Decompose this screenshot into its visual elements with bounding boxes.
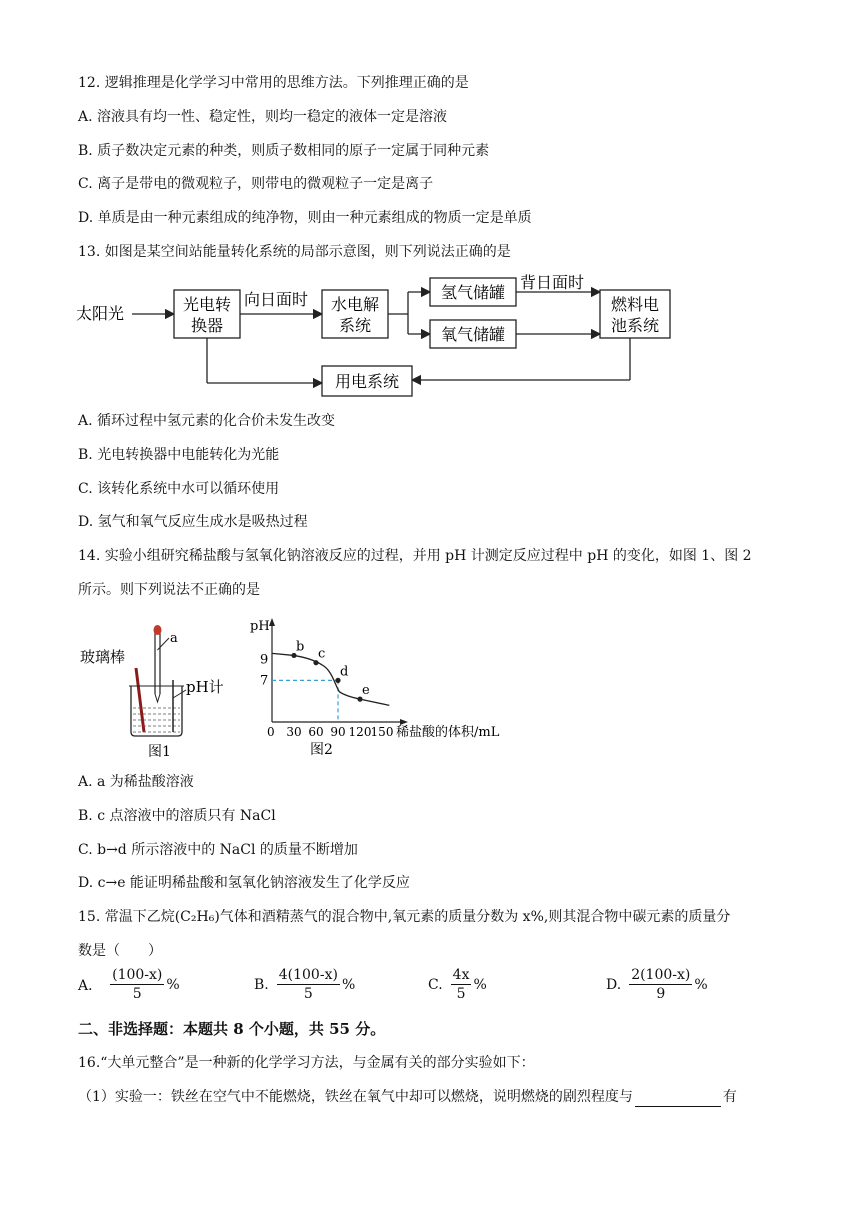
q13-stem: 13. 如图是某空间站能量转化系统的局部示意图，则下列说法正确的是: [78, 244, 511, 260]
sun-label: 太阳光: [76, 304, 125, 323]
q12-stem: 12. 逻辑推理是化学学习中常用的思维方法。下列推理正确的是: [78, 75, 469, 91]
q14-option-d: D. c→e 能证明稀盐酸和氢氧化钠溶液发生了化学反应: [78, 875, 410, 891]
svg-text:a: a: [170, 631, 178, 646]
q15-stem-line2: 数是（ ）: [78, 943, 162, 959]
q16-stem: 16.“大单元整合”是一种新的化学学习方法，与金属有关的部分实验如下：: [78, 1055, 535, 1071]
svg-text:水电解: 水电解: [330, 295, 380, 314]
figure1-caption: 图1: [148, 744, 171, 760]
answer-blank[interactable]: [635, 1092, 721, 1107]
q14-stem-line1: 14. 实验小组研究稀盐酸与氢氧化钠溶液反应的过程，并用 pH 计测定反应过程中 pH 的变化，如图 1、图 2: [78, 548, 752, 564]
svg-text:系统: 系统: [338, 316, 372, 335]
svg-text:用电系统: 用电系统: [334, 372, 400, 391]
point-label-c: c: [318, 646, 326, 662]
q15-option-a: A． $\frac{(100-x)}{5}$ %: [78, 967, 180, 1002]
x-axis-label: 稀盐酸的体积/mL: [396, 725, 500, 740]
x-tick-label: 150: [370, 725, 394, 739]
x-tick-label: 30: [286, 725, 302, 739]
q16-part1: （1）实验一：铁丝在空气中不能燃烧，铁丝在氧气中却可以燃烧，说明燃烧的剧烈程度与 有: [78, 1089, 737, 1105]
q12-option-d: D. 单质是由一种元素组成的纯净物，则由一种元素组成的物质一定是单质: [78, 210, 532, 226]
y-tick-label: 7: [260, 673, 269, 689]
ph-curve: [272, 653, 389, 705]
ph-meter-label: pH计: [186, 678, 224, 696]
q15-stem-line1: 15. 常温下乙烷(C₂H₆)气体和酒精蒸气的混合物中,氧元素的质量分数为 x%,则其混合物中碳元素的质量分: [78, 909, 731, 925]
figure2-caption: 图2: [310, 742, 333, 758]
q14-option-b: B. c 点溶液中的溶质只有 NaCl: [78, 808, 276, 824]
x-tick-label: 120: [348, 725, 372, 739]
x-tick-label: 90: [330, 725, 346, 739]
q15-option-c: C. $\frac{4x}{5}$ %: [428, 967, 487, 1002]
q14-option-a: A. a 为稀盐酸溶液: [78, 774, 194, 790]
section2-heading: 二、非选择题：本题共 8 个小题，共 55 分。: [78, 1020, 386, 1038]
svg-text:换器: 换器: [190, 316, 224, 335]
q14-stem-line2: 所示。则下列说法不正确的是: [78, 582, 260, 598]
day-side-label: 向日面时: [244, 290, 309, 309]
point-label-e: e: [362, 683, 370, 699]
svg-text:氧气储罐: 氧气储罐: [440, 325, 506, 344]
point-label-d: d: [340, 664, 349, 680]
q15-option-b: B. $\frac{4(100-x)}{5}$ %: [254, 967, 356, 1002]
q14-option-c: C. b→d 所示溶液中的 NaCl 的质量不断增加: [78, 842, 358, 858]
figure1-beaker-apparatus: [76, 620, 236, 760]
y-tick-label: 9: [260, 652, 269, 668]
q13-option-a: A. 循环过程中氢元素的化合价未发生改变: [78, 413, 336, 429]
energy-conversion-diagram: [70, 270, 690, 405]
figure2-ph-chart: [236, 612, 536, 760]
origin-label: 0: [267, 725, 275, 739]
q13-option-c: C. 该转化系统中水可以循环使用: [78, 481, 280, 497]
q13-option-b: B. 光电转换器中电能转化为光能: [78, 447, 280, 463]
svg-text:池系统: 池系统: [610, 316, 660, 335]
y-axis-label: pH: [250, 619, 270, 634]
svg-text:氢气储罐: 氢气储罐: [440, 283, 506, 302]
q12-option-b: B. 质子数决定元素的种类，则质子数相同的原子一定属于同种元素: [78, 143, 490, 159]
point-label-b: b: [296, 639, 305, 655]
night-side-label: 背日面时: [520, 273, 585, 292]
svg-text:燃料电: 燃料电: [610, 295, 660, 314]
svg-text:光电转: 光电转: [182, 295, 232, 314]
glass-rod-label: 玻璃棒: [80, 648, 126, 666]
q12-option-a: A. 溶液具有均一性、稳定性，则均一稳定的液体一定是溶液: [78, 109, 448, 125]
q13-option-d: D. 氢气和氧气反应生成水是吸热过程: [78, 514, 308, 530]
q12-option-c: C. 离子是带电的微观粒子，则带电的微观粒子一定是离子: [78, 176, 434, 192]
x-tick-label: 60: [308, 725, 324, 739]
q15-option-d: D. $\frac{2(100-x)}{9}$ %: [606, 967, 708, 1002]
